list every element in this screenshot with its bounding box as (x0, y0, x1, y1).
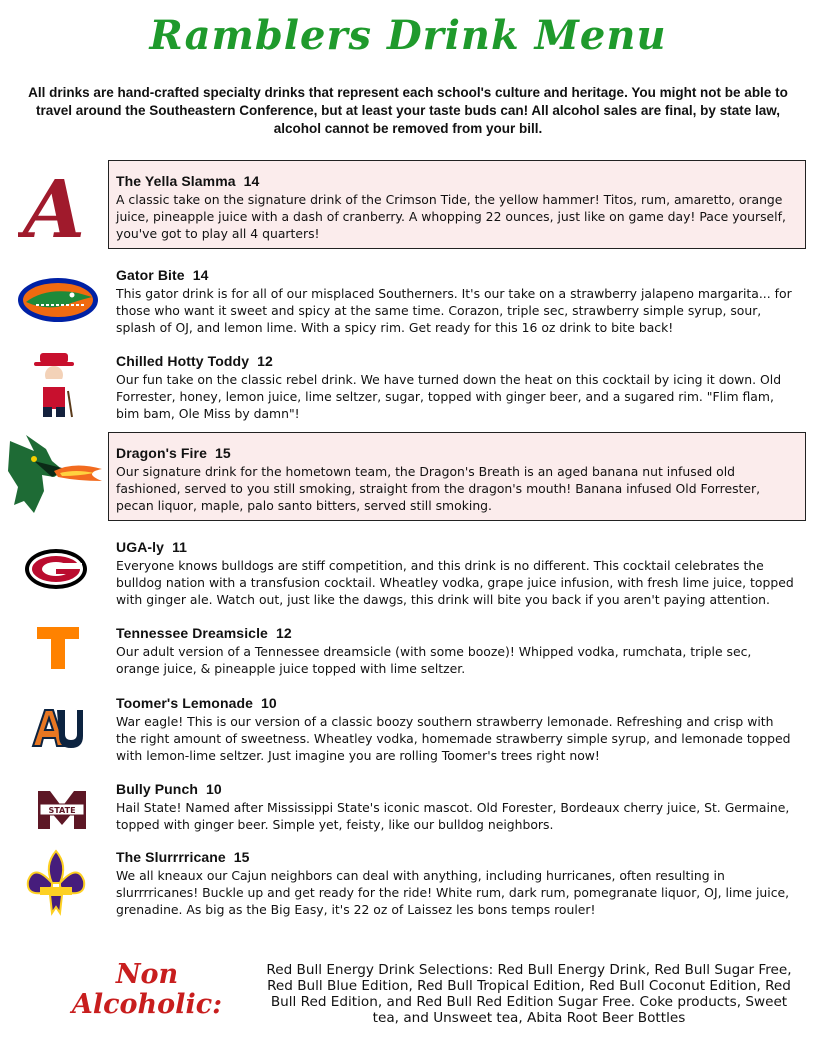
drink-description: Our fun take on the classic rebel drink. We have turned down the heat on this cocktail by icing it down. Old Forrester, honey, lemon juice, lime seltzer, sugar, topped with ginger beer, and a sugared rim. "Flim flam, bim bam, Ole Miss by damn"! (116, 372, 782, 421)
drink-item (116, 538, 796, 608)
auburn-au-logo-icon (12, 700, 104, 756)
drink-description: A classic take on the signature drink of the Crimson Tide, the yellow hammer! Titos, rum, amaretto, orange juice, pineapple juice with a dash of cranberry. A whopping 22 ounces, just like on game day! Pace yourself, you've got to play all 4 quarters! (116, 192, 786, 241)
drink-price: 14 (243, 173, 260, 189)
drink-description: Our adult version of a Tennessee dreamsicle (with some booze)! Whipped vodka, rumchata, triple sec, orange juice, & pineapple juice topped with lime seltzer. (116, 644, 752, 676)
drink-item (116, 352, 796, 422)
florida-gator-logo-icon (12, 268, 104, 332)
drink-item (116, 172, 796, 242)
drink-name: Toomer's Lemonade (116, 695, 254, 711)
drink-item (116, 848, 796, 918)
menu-title: Ramblers Drink Menu (149, 12, 667, 59)
drink-price: 15 (233, 849, 250, 865)
drink-item (116, 780, 796, 833)
drink-item (116, 694, 796, 764)
drink-price: 11 (172, 539, 188, 555)
svg-text:A: A (22, 169, 86, 247)
georgia-g-logo-icon (10, 542, 102, 596)
state-badge-text: STATE (48, 806, 76, 815)
drink-name: Dragon's Fire (116, 445, 207, 461)
drink-name: Chilled Hotty Toddy (116, 353, 250, 369)
non-alcoholic-title-line1: Non (115, 959, 179, 990)
drink-price: 10 (261, 695, 277, 711)
drink-name: UGA-ly (116, 539, 165, 555)
drink-name: Gator Bite (116, 267, 185, 283)
drink-name: The Yella Slamma (116, 173, 236, 189)
drink-description: We all kneaux our Cajun neighbors can deal with anything, including hurricanes, often resulting in slurrrricanes! Buckle up and get ready for the ride! White rum, dark rum, pomegranate liquor, OJ, lime juice, grenadine. As big as the Big Easy, it's 22 oz of Laissez les bons temps rouler! (116, 868, 790, 917)
drink-name: Bully Punch (116, 781, 198, 797)
drink-price: 15 (214, 445, 231, 461)
non-alcoholic-title-line2: Alcoholic: (71, 989, 223, 1020)
mississippi-state-m-logo-icon (16, 784, 108, 836)
colonel-reb-logo-icon (8, 348, 100, 420)
alabama-a-logo-icon (8, 168, 100, 248)
non-alcoholic-list: Red Bull Energy Drink Selections: Red Bull Energy Drink, Red Bull Sugar Free, Red Bull Blue Edition, Red Bull Tropical Edition, Red Bull Coconut Edition, Red Bull Red Edition, and Red Bull Red Edition Sugar Free. Coke products, Sweet tea, and Unsweet tea, Abita Root Beer Bottles (266, 962, 792, 1026)
lsu-fleur-de-lis-logo-icon (10, 846, 102, 922)
drink-description: War eagle! This is our version of a classic boozy southern strawberry lemonade. Refreshing and crisp with the right amount of sweetness. Wheatley vodka, homemade strawberry simple syrup, and lemonade topped with lemon-lime seltzer. Just imagine you are rolling Toomer's trees right now! (116, 714, 791, 763)
drink-price: 10 (206, 781, 222, 797)
drink-description: Our signature drink for the hometown team, the Dragon's Breath is an aged banana nut infused old fashioned, served to you still smoking, straight from the dragon's mouth! Banana infused Old Forrester, pecan liquor, maple, palo santo bitters, served still smoking. (116, 464, 761, 513)
uab-dragon-logo-icon (4, 428, 104, 520)
drink-item (116, 624, 796, 677)
drink-description: Hail State! Named after Mississippi State's iconic mascot. Old Forester, Bordeaux cherry juice, St. Germaine, topped with ginger beer. Simple yet, feisty, like our bulldog neighbors. (116, 800, 790, 832)
drink-price: 14 (192, 267, 209, 283)
drink-description: This gator drink is for all of our misplaced Southerners. It's our take on a strawberry jalapeno margarita... for those who want it sweet and spicy at the same time. Corazon, triple sec, strawberry simple syrup, sour, splash of OJ, and lemon lime. With a spicy rim. Get ready for this 16 oz drink to bite back! (116, 286, 792, 335)
tennessee-t-logo-icon (12, 620, 104, 676)
drink-name: The Slurrrricane (116, 849, 226, 865)
drink-name: Tennessee Dreamsicle (116, 625, 268, 641)
non-alcoholic-title (52, 960, 242, 1020)
drink-description: Everyone knows bulldogs are stiff competition, and this drink is no different. This cocktail celebrates the bulldog nation with a transfusion cocktail. Wheatley vodka, grape juice infusion, with fresh lime juice, topped with ginger ale. Watch out, just like the dawgs, this drink will bite you back if you aren't paying attention. (116, 558, 794, 607)
drink-item (116, 444, 796, 514)
drink-price: 12 (275, 625, 292, 641)
drink-price: 12 (257, 353, 273, 369)
intro-text: All drinks are hand-crafted specialty drinks that represent each school's culture and heritage. You might not be able to travel around the Southeastern Conference, but at least your taste buds can! All alcohol sales are final, by state law, alcohol cannot be removed from your bill. (28, 85, 788, 136)
drink-item (116, 266, 796, 336)
